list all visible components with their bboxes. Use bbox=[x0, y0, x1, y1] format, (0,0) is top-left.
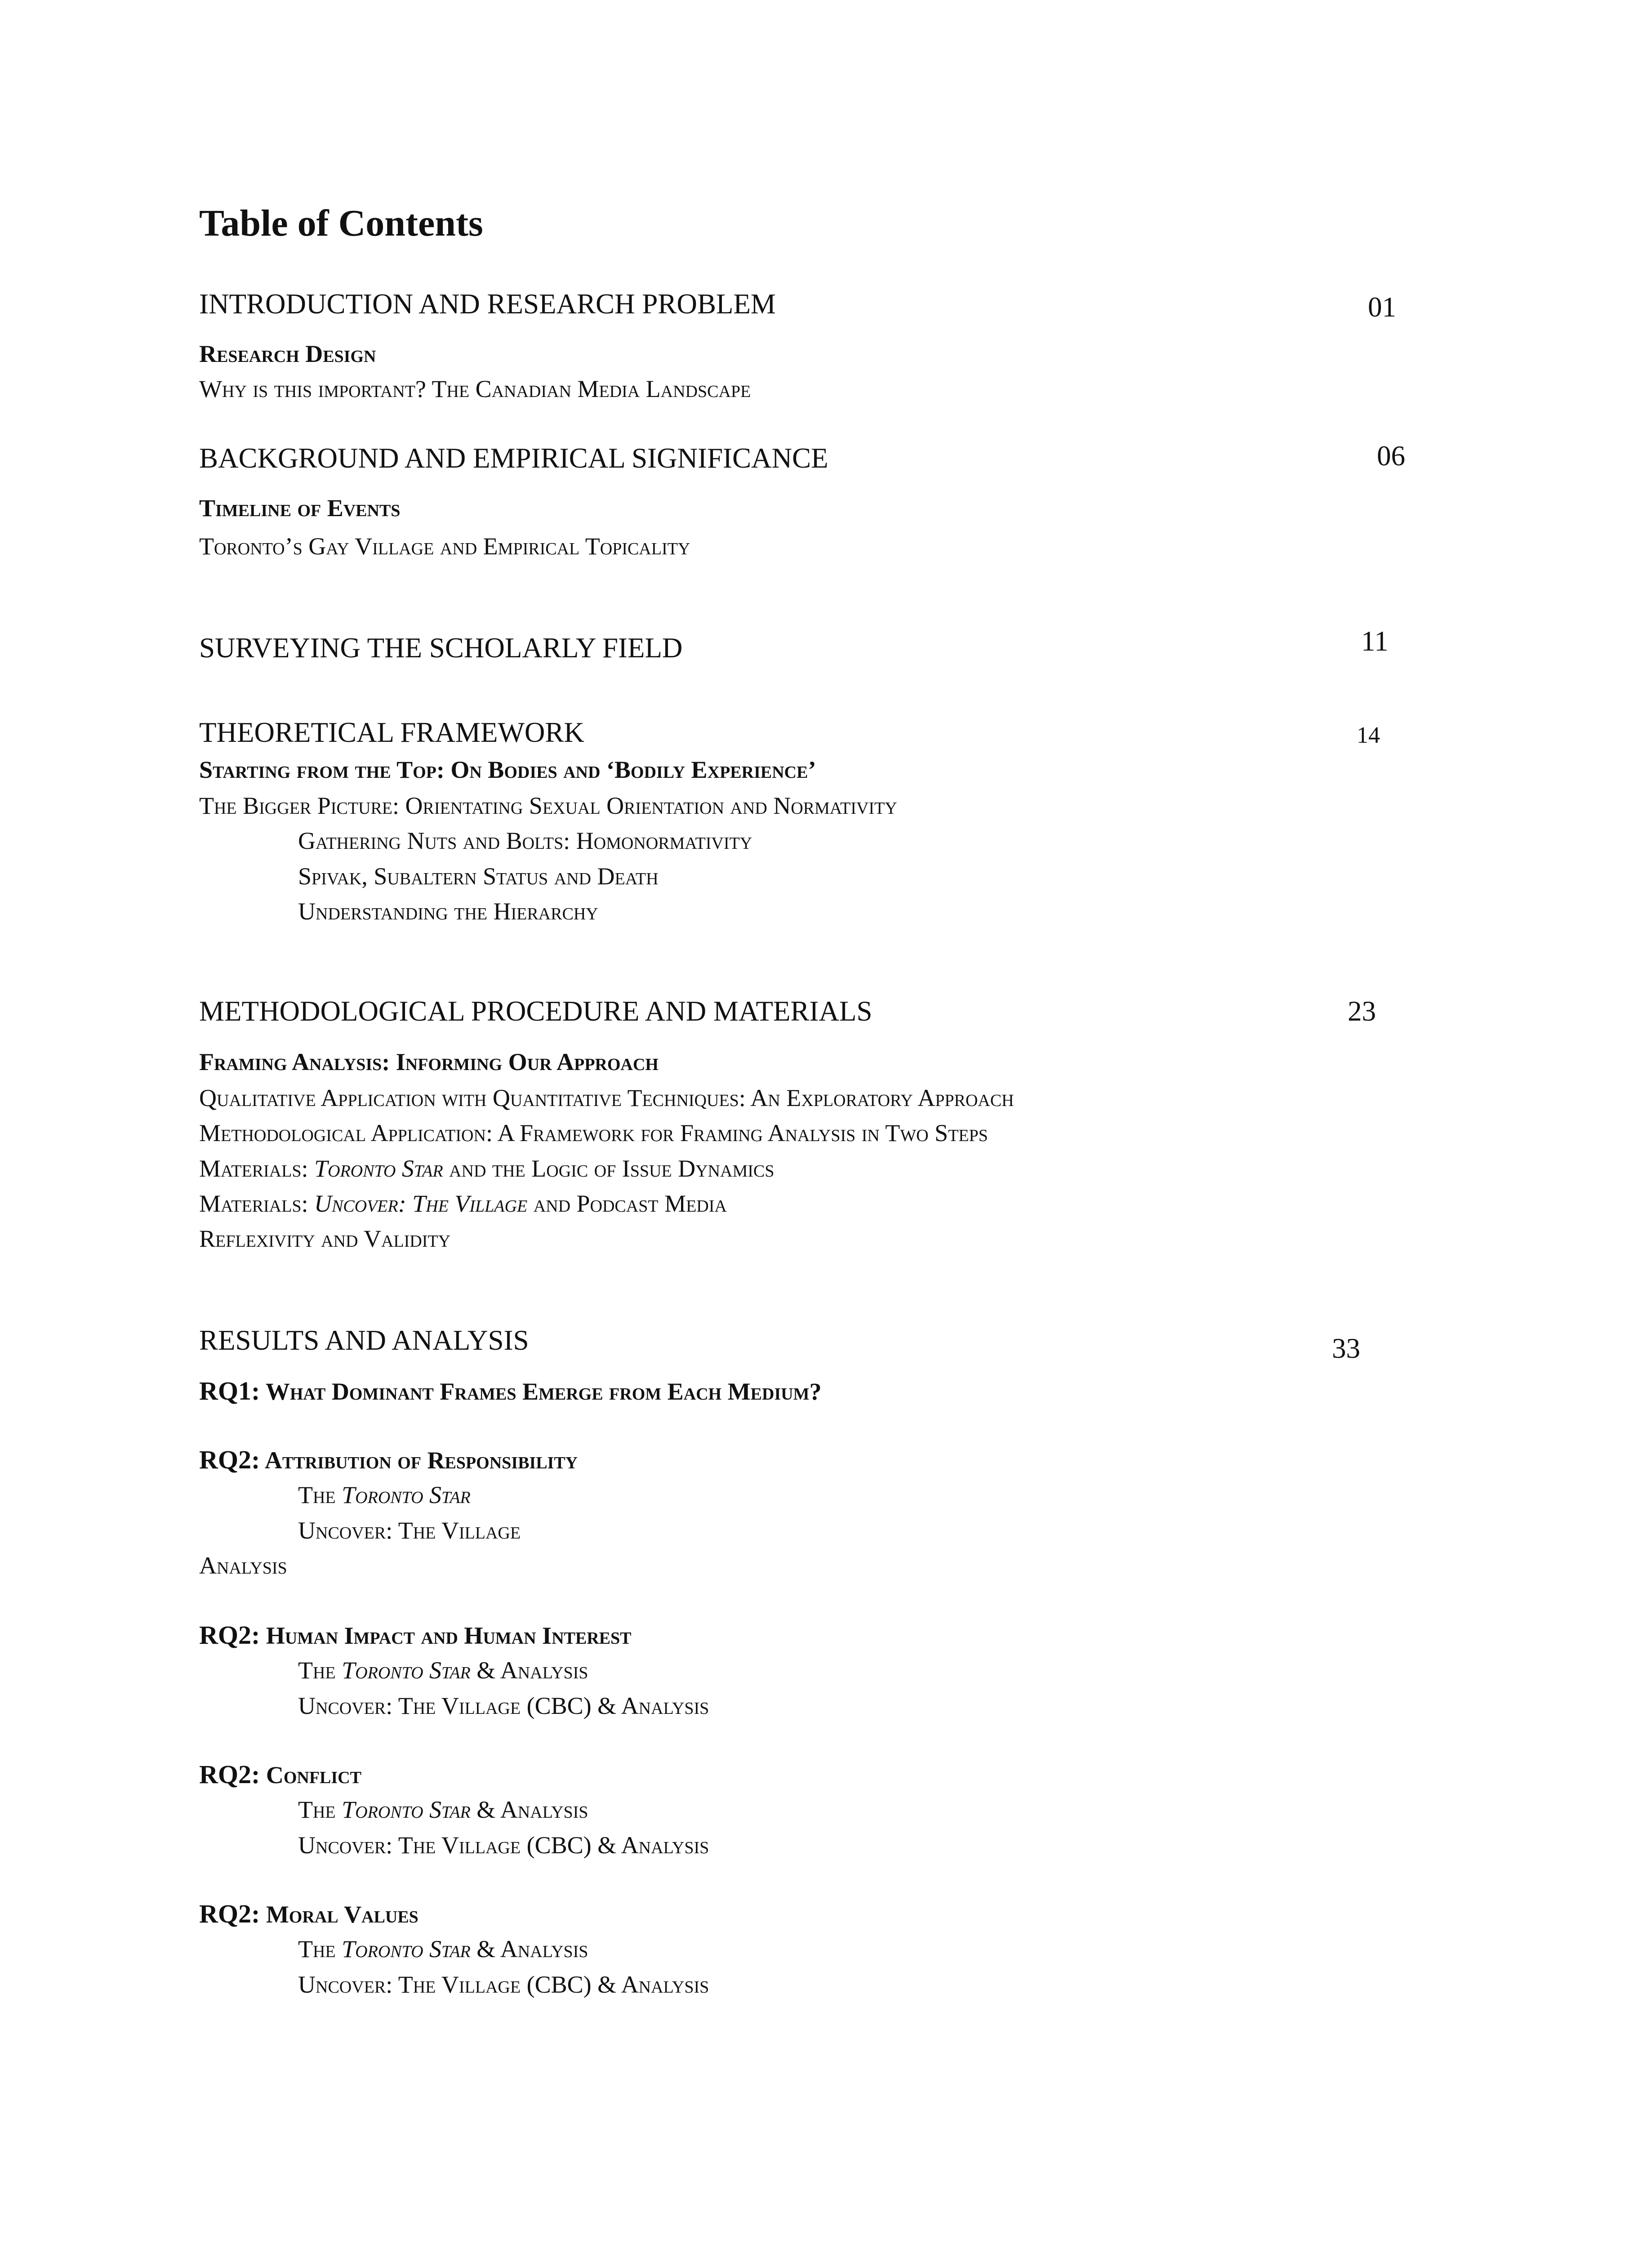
toc-page-number: 33 bbox=[1332, 1333, 1360, 1364]
toc-section-research-design: Research Design bbox=[199, 340, 376, 367]
toc-chapter-background: BACKGROUND AND EMPIRICAL SIGNIFICANCE bbox=[199, 442, 828, 474]
toc-page-number: 23 bbox=[1348, 995, 1376, 1027]
toc-section-materials-star: Materials: Toronto Star and the Logic of Issue Dynamics bbox=[199, 1155, 775, 1182]
toc-section-why-important: Why is this important? The Canadian Media Landscape bbox=[199, 375, 751, 402]
toc-subsection-homonormativity: Gathering Nuts and Bolts: Homonormativity bbox=[298, 827, 753, 854]
toc-section-timeline: Timeline of Events bbox=[199, 495, 401, 522]
toc-chapter-results: RESULTS AND ANALYSIS bbox=[199, 1325, 529, 1356]
toc-subsection-uncover-analysis: Uncover: The Village (CBC) & Analysis bbox=[298, 1971, 709, 1998]
toc-subsection-toronto-star-analysis: The Toronto Star & Analysis bbox=[298, 1796, 588, 1823]
toc-section-methodological-application: Methodological Application: A Framework for Framing Analysis in Two Steps bbox=[199, 1120, 988, 1146]
toc-section-bodies: Starting from the Top: On Bodies and ‘Bodily Experience’ bbox=[199, 756, 816, 783]
toc-section-framing: Framing Analysis: Informing Our Approach bbox=[199, 1048, 659, 1075]
toc-rq2-conflict: RQ2: Conflict bbox=[199, 1760, 361, 1789]
toc-chapter-method: METHODOLOGICAL PROCEDURE AND MATERIALS bbox=[199, 995, 873, 1027]
toc-chapter-introduction: INTRODUCTION AND RESEARCH PROBLEM bbox=[199, 288, 776, 320]
toc-rq2-human-impact: RQ2: Human Impact and Human Interest bbox=[199, 1620, 632, 1650]
toc-page-number: 06 bbox=[1377, 440, 1405, 472]
toc-page-number: 01 bbox=[1368, 291, 1396, 323]
toc-rq2-attribution: RQ2: Attribution of Responsibility bbox=[199, 1445, 578, 1474]
toc-subsection-spivak: Spivak, Subaltern Status and Death bbox=[298, 863, 659, 890]
toc-rq2-moral-values: RQ2: Moral Values bbox=[199, 1899, 419, 1928]
toc-subsection-uncover-analysis: Uncover: The Village (CBC) & Analysis bbox=[298, 1832, 709, 1859]
page-title: Table of Contents bbox=[199, 202, 483, 244]
toc-page-number: 14 bbox=[1357, 723, 1380, 748]
toc-page-number: 11 bbox=[1361, 625, 1389, 657]
toc-subsection-toronto-star-analysis: The Toronto Star & Analysis bbox=[298, 1936, 588, 1963]
toc-section-gay-village: Toronto’s Gay Village and Empirical Topicality bbox=[199, 533, 690, 560]
toc-subsection-analysis: Analysis bbox=[199, 1552, 287, 1579]
toc-subsection-uncover: Uncover: The Village bbox=[298, 1517, 521, 1544]
toc-subsection-toronto-star-analysis: The Toronto Star & Analysis bbox=[298, 1657, 588, 1684]
toc-subsection-toronto-star: The Toronto Star bbox=[298, 1481, 471, 1508]
toc-section-bigger-picture: The Bigger Picture: Orientating Sexual Orientation and Normativity bbox=[199, 792, 897, 819]
toc-section-qualitative: Qualitative Application with Quantitative Techniques: An Exploratory Approach bbox=[199, 1084, 1014, 1111]
toc-rq1-dominant-frames: RQ1: What Dominant Frames Emerge from Each Medium? bbox=[199, 1376, 822, 1405]
toc-subsection-hierarchy: Understanding the Hierarchy bbox=[298, 898, 598, 925]
toc-chapter-theory: THEORETICAL FRAMEWORK bbox=[199, 717, 584, 748]
toc-section-reflexivity: Reflexivity and Validity bbox=[199, 1225, 451, 1252]
toc-section-materials-uncover: Materials: Uncover: The Village and Podcast Media bbox=[199, 1190, 727, 1217]
toc-subsection-uncover-analysis: Uncover: The Village (CBC) & Analysis bbox=[298, 1692, 709, 1719]
toc-chapter-survey: SURVEYING THE SCHOLARLY FIELD bbox=[199, 632, 683, 664]
